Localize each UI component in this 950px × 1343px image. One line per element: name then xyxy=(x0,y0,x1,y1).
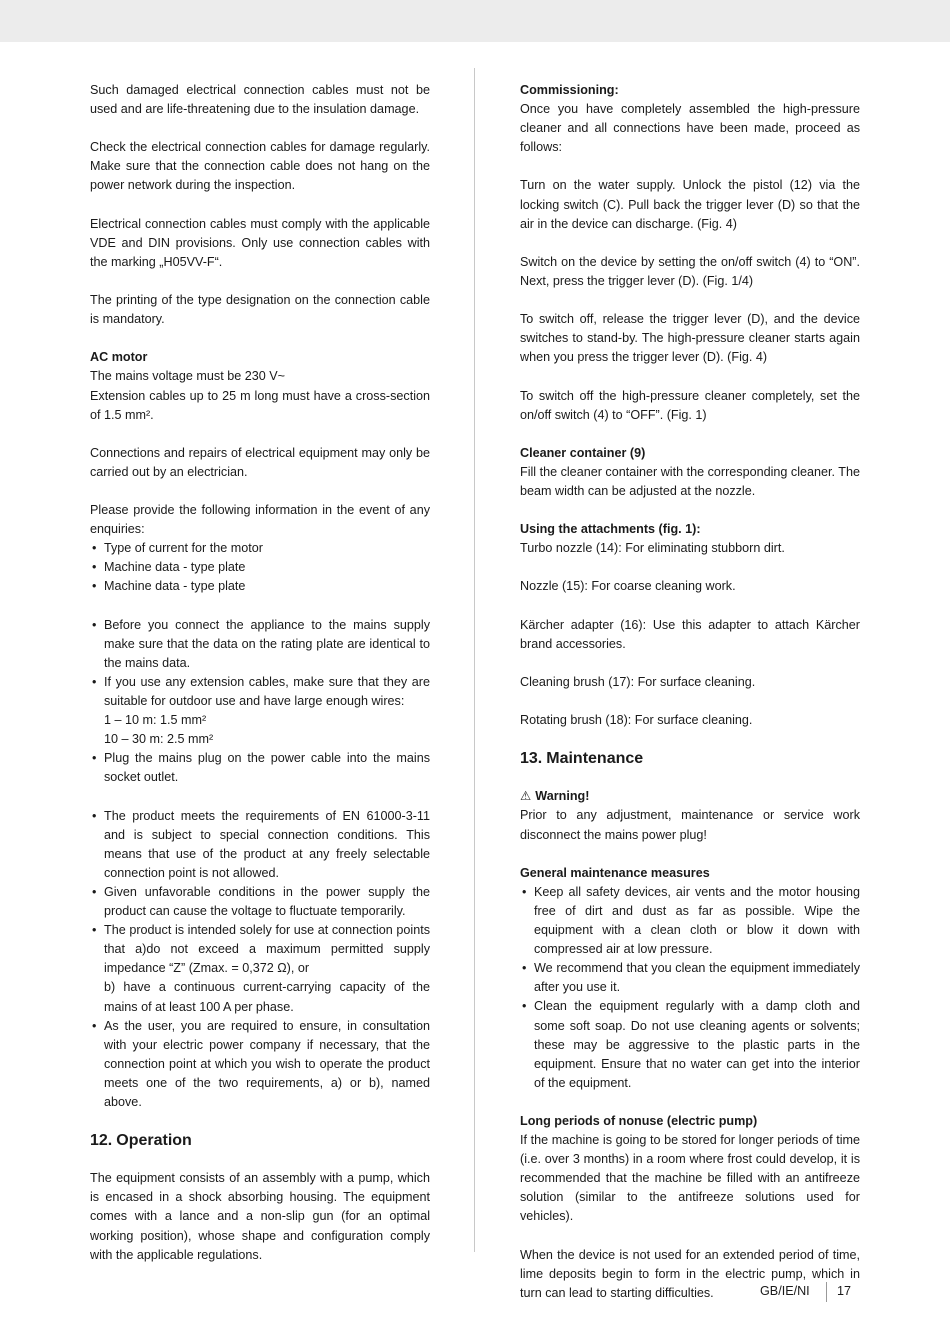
list-item: • Plug the mains plug on the power cable into the mains socket outlet. xyxy=(90,749,430,787)
list-item: • Before you connect the appliance to the mains supply make sure that the data on the rating plate are identical to the mains data. xyxy=(90,616,430,673)
commissioning-heading: Commissioning: xyxy=(520,83,619,97)
paragraph: Cleaning brush (17): For surface cleaning. xyxy=(520,674,756,689)
attachments-heading: Using the attachments (fig. 1): xyxy=(520,522,701,537)
bullet-list xyxy=(90,539,430,596)
list-item: • As the user, you are required to ensure, in consultation with your electric power company if necessary, that the connection point at which you wish to operate the product meets one of the two requirements, a) or b), named above. xyxy=(90,1017,430,1112)
bullet-list xyxy=(90,807,430,1113)
right-column xyxy=(520,81,860,1322)
cleaner-container-heading: Cleaner container (9) xyxy=(520,445,646,460)
paragraph: When the device is not used for an extended period of time, lime deposits begin to form in the electric pump, which in turn can lead to starting difficulties. xyxy=(520,1247,860,1300)
warning-heading xyxy=(520,787,860,806)
paragraph: Kärcher adapter (16): Use this adapter to attach Kärcher brand accessories. xyxy=(520,617,860,651)
paragraph: The equipment consists of an assembly with a pump, which is encased in a shock absorbing housing. The equipment comes with a lance and a non-slip gun (for an optimal working position), whose shape and configuration comply with the applicable regulations. xyxy=(90,1171,430,1262)
list-item: • Clean the equipment regularly with a damp cloth and some soft soap. Do not use cleaning agents or solvents; these may be aggressive to the plastic parts in the equipment. Ensure that no water can get into the interior of the equipment. xyxy=(520,997,860,1092)
list-item xyxy=(90,673,430,749)
page-number: 17 xyxy=(837,1284,852,1298)
cable-spec-2: 10 – 30 m: 2.5 mm² xyxy=(104,732,214,747)
list-item-text: • The product is intended solely for use at connection points that a)do not exceed a maximum permitted supply impedance “Z” (Zmax. = 0,372 Ω), or xyxy=(104,923,430,976)
warning-icon: ⚠ xyxy=(520,789,532,804)
paragraph: The mains voltage must be 230 V~ xyxy=(90,369,285,384)
footer-separator xyxy=(826,1282,827,1302)
list-item: • Machine data - type plate xyxy=(90,577,430,596)
long-periods-heading: Long periods of nonuse (electric pump) xyxy=(520,1113,758,1128)
section-number: 13. xyxy=(520,750,543,768)
paragraph: Rotating brush (18): For surface cleaning. xyxy=(520,713,753,728)
list-item: • We recommend that you clean the equipment immediately after you use it. xyxy=(520,959,860,997)
paragraph: Connections and repairs of electrical equipment may only be carried out by an electrician. xyxy=(90,445,430,479)
paragraph: If the machine is going to be stored for longer periods of time (i.e. over 3 months) in a room where frost could develop, it is recommended that the machine be filled with an antifreeze solution (similar to the antifreeze solutions used for vehicles). xyxy=(520,1133,860,1224)
paragraph: To switch off the high-pressure cleaner completely, set the on/off switch (4) to “OFF”. (Fig. 1) xyxy=(520,388,860,422)
language-code: GB/IE/NI xyxy=(760,1284,810,1298)
bullet-list xyxy=(520,883,860,1093)
paragraph: Extension cables up to 25 m long must have a cross-section of 1.5 mm². xyxy=(90,388,430,422)
paragraph: Prior to any adjustment, maintenance or service work disconnect the mains power plug! xyxy=(520,808,860,842)
paragraph: Fill the cleaner container with the corresponding cleaner. The beam width can be adjusted at the nozzle. xyxy=(520,464,860,498)
list-item: • Type of current for the motor xyxy=(90,539,430,558)
list-item-text: b) have a continuous current-carrying capacity of the mains of at least 100 A per phase. xyxy=(104,980,430,1014)
list-item: • Keep all safety devices, air vents and the motor housing free of dirt and dust as far as possible. Wipe the equipment with a clean cloth or blow it down with compressed air at low pressure. xyxy=(520,883,860,959)
paragraph: Switch on the device by setting the on/off switch (4) to “ON”. Next, press the trigger lever (D). (Fig. 1/4) xyxy=(520,254,860,288)
column-divider xyxy=(474,68,475,1252)
section-title: Operation xyxy=(116,1132,192,1150)
paragraph: Nozzle (15): For coarse cleaning work. xyxy=(520,579,736,594)
paragraph: Check the electrical connection cables for damage regularly. Make sure that the connection cable does not hang on the power network during the inspection. xyxy=(90,140,430,193)
list-item-text: If you use any extension cables, make sure that they are suitable for outdoor use and have large enough wires: xyxy=(104,674,430,708)
paragraph: Turbo nozzle (14): For eliminating stubborn dirt. xyxy=(520,541,785,556)
list-item: • Given unfavorable conditions in the power supply the product can cause the voltage to fluctuate temporarily. xyxy=(90,883,430,921)
paragraph: To switch off, release the trigger lever (D), and the device switches to stand-by. The high-pressure cleaner starts again when you press the trigger lever (D). (Fig. 4) xyxy=(520,312,860,365)
list-item xyxy=(90,921,430,1016)
ac-motor-heading: AC motor xyxy=(90,350,148,365)
paragraph: The printing of the type designation on the connection cable is mandatory. xyxy=(90,293,430,327)
cable-spec-1: 1 – 10 m: 1.5 mm² xyxy=(104,713,207,728)
list-item: • The product meets the requirements of EN 61000-3-11 and is subject to special connection conditions. This means that use of the product at any freely selectable connection point is not allowed. xyxy=(90,807,430,883)
left-column xyxy=(90,81,430,1284)
section-heading-maintenance xyxy=(520,749,860,768)
paragraph: Such damaged electrical connection cables must not be used and are life-threatening due to the insulation damage. xyxy=(90,83,430,117)
paragraph: Turn on the water supply. Unlock the pistol (12) via the locking switch (C). Pull back the trigger lever (D) so that the air in the device can discharge. (Fig. 4) xyxy=(520,178,860,231)
section-heading-operation xyxy=(90,1131,430,1150)
paragraph: Once you have completely assembled the high-pressure cleaner and all connections have been made, proceed as follows: xyxy=(520,102,860,155)
paragraph: Please provide the following information in the event of any enquiries: xyxy=(90,503,430,537)
general-maintenance-heading: General maintenance measures xyxy=(520,865,710,880)
bullet-list xyxy=(90,616,430,788)
list-item: • Machine data - type plate xyxy=(90,558,430,577)
paragraph: Electrical connection cables must comply with the applicable VDE and DIN provisions. Only use connection cables with the marking „H05VV-F“. xyxy=(90,216,430,269)
section-title: Maintenance xyxy=(546,750,644,768)
section-number: 12. xyxy=(90,1132,113,1150)
warning-label: Warning! xyxy=(535,789,590,804)
top-bar xyxy=(0,0,950,42)
page-footer xyxy=(760,1282,852,1301)
